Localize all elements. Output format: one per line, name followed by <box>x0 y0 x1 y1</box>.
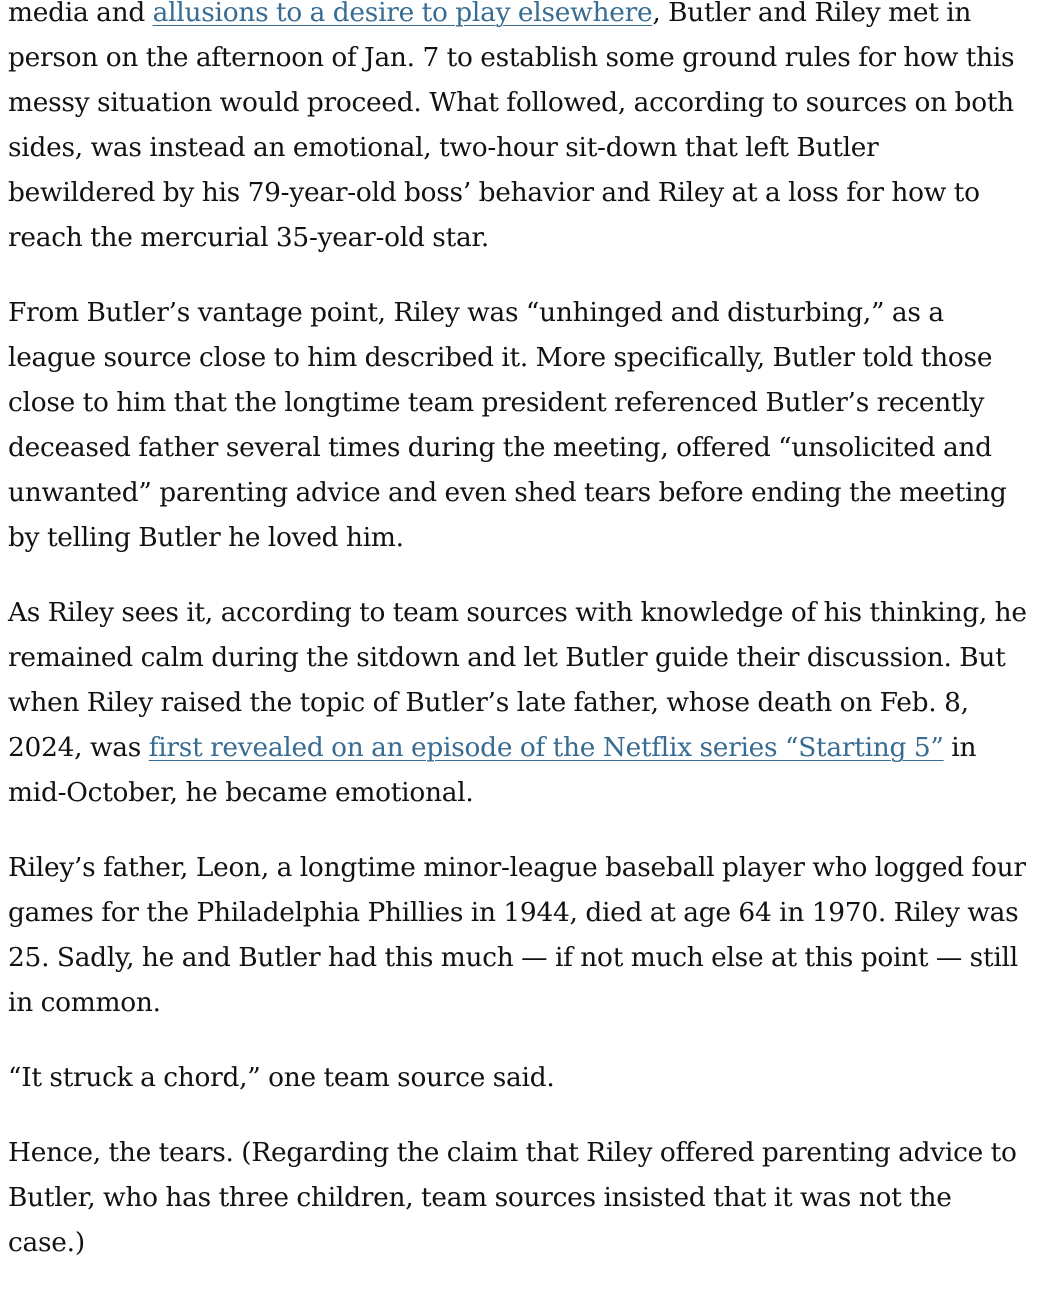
link-netflix-starting-5[interactable]: first revealed on an episode of the Netflix series “Starting 5” <box>148 732 944 763</box>
paragraph-1-text-start: media and <box>8 0 153 28</box>
paragraph-4: Riley’s father, Leon, a longtime minor-league baseball player who logged four games for the Philadelphia Phillies in 1944, died at age 64 in 1970. Riley was 25. Sadly, he and Butler had this much — if not much else at this point — still in common. <box>8 852 1026 1018</box>
paragraph-2: From Butler’s vantage point, Riley was “unhinged and disturbing,” as a league source close to him described it. More specifically, Butler told those close to him that the longtime team president referenced Butler’s recently deceased father several times during the meeting, offered “unsolicited and unwanted” parenting advice and even shed tears before ending the meeting by telling Butler he loved him. <box>8 297 1007 553</box>
link-allusions-to-play-elsewhere[interactable]: allusions to a desire to play elsewhere <box>152 0 653 28</box>
paragraph-3 <box>8 590 1033 815</box>
paragraph-3-text-start: As Riley sees it, according to team sources with knowledge of his thinking, he remained calm during the sitdown and let Butler guide their discussion. But when Riley raised the topic of Butler’s late father, whose death on Feb. 8, 2024, was <box>8 597 1027 763</box>
paragraph-3-text-end: in mid-October, he became emotional. <box>8 732 977 808</box>
paragraph-6: Hence, the tears. (Regarding the claim that Riley offered parenting advice to Butler, who has three children, team sources insisted that it was not the case.) <box>8 1137 1017 1258</box>
paragraph-5-quote: “It struck a chord,” one team source said. <box>8 1062 555 1093</box>
article-body <box>8 0 1033 1295</box>
paragraph-1 <box>8 0 1033 260</box>
paragraph-1-text-end: , Butler and Riley met in person on the afternoon of Jan. 7 to establish some ground rules for how this messy situation would proceed. What followed, according to sources on both sides, was instead an emotional, two-hour sit-down that left Butler bewildered by his 79-year-old boss’ behavior and Riley at a loss for how to reach the mercurial 35-year-old star. <box>8 0 1015 253</box>
